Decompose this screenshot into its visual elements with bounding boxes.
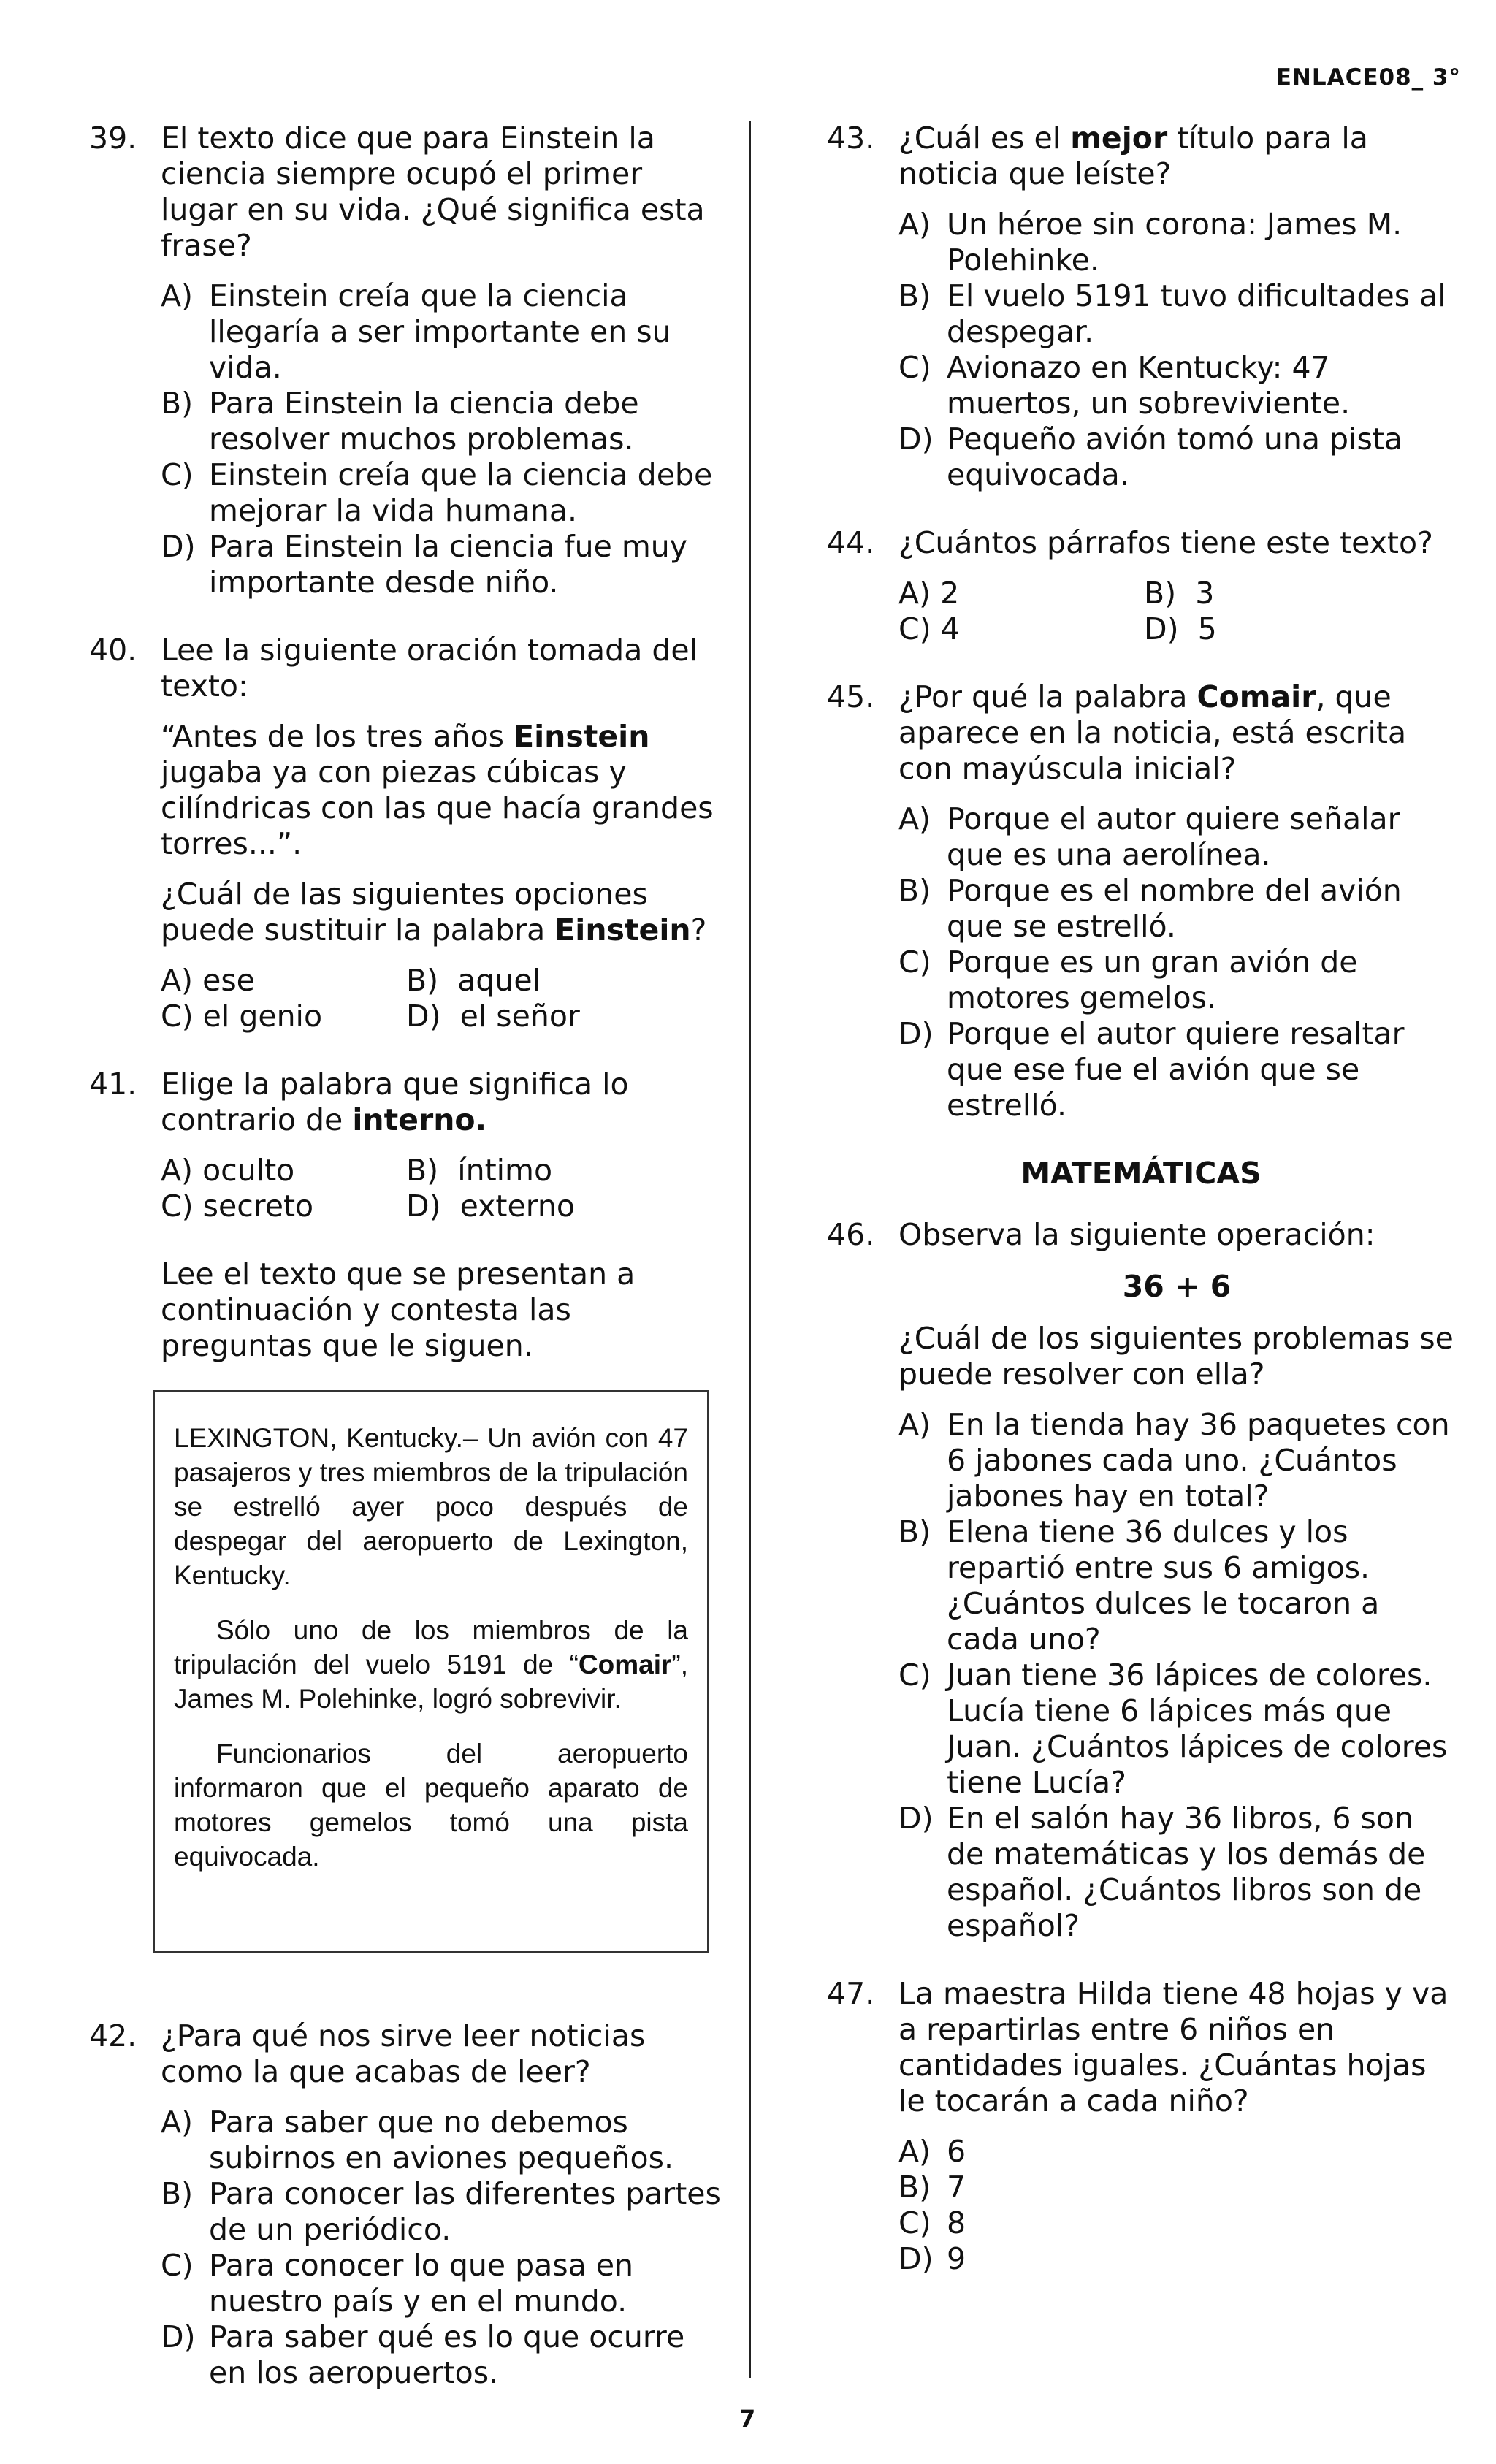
option-d[interactable]: D) Para saber qué es lo que ocurre en los aeropuertos. <box>161 2319 685 2390</box>
math-operation: 36 + 6 <box>1122 1269 1232 1304</box>
question-prompt: ¿Cuál de las siguientes opciones puede sustituir la palabra Einstein? <box>161 877 707 947</box>
left-column <box>89 121 725 2423</box>
option-text: Einstein creía que la ciencia debe mejorar la vida humana. <box>209 457 713 528</box>
quoted-sentence: “Antes de los tres años Einstein jugaba ya con piezas cúbicas y cilíndricas con las que hacía grandes torres...”. <box>161 719 714 861</box>
option-a[interactable] <box>161 278 725 386</box>
option-letter: C) <box>161 457 194 492</box>
option-d[interactable] <box>161 529 725 600</box>
option-letter: D) <box>161 529 196 564</box>
question-43 <box>827 121 1455 493</box>
options <box>161 1153 725 1224</box>
option-b[interactable]: B) 7 <box>898 2170 966 2205</box>
section-title: MATEMÁTICAS <box>1020 1156 1262 1191</box>
question-text: ¿Cuántos párrafos tiene este texto? <box>898 525 1433 560</box>
option-b[interactable]: B) El vuelo 5191 tuvo dificultades al despegar. <box>898 278 1446 349</box>
option-b[interactable]: B) íntimo <box>406 1153 553 1188</box>
option-letter: B) <box>161 386 194 421</box>
news-paragraph-3: Funcionarios del aeropuerto informaron que el pequeño aparato de motores gemelos tomó una pista equivocada. <box>174 1739 688 1872</box>
question-42 <box>89 2018 725 2391</box>
page-header: ENLACE08_ 3° <box>1275 64 1461 91</box>
option-text: Para Einstein la ciencia debe resolver muchos problemas. <box>209 386 639 457</box>
option-b[interactable]: B) Para conocer las diferentes partes de un periódico. <box>161 2176 721 2247</box>
question-number: 41. <box>89 1067 137 1102</box>
options <box>898 207 1455 493</box>
question-number: 47. <box>827 1976 875 2011</box>
option-c[interactable]: C) 4 <box>898 611 960 646</box>
option-a[interactable]: A) En la tienda hay 36 paquetes con 6 jabones cada uno. ¿Cuántos jabones hay en total? <box>898 1407 1450 1514</box>
news-article-box <box>153 1390 709 1953</box>
question-number: 42. <box>89 2018 137 2053</box>
right-column <box>827 121 1455 2309</box>
option-d[interactable]: D) Pequeño avión tomó una pista equivocada. <box>898 422 1403 492</box>
option-b[interactable]: B) Elena tiene 36 dulces y los repartió entre sus 6 amigos. ¿Cuántos dulces le tocaron a cada uno? <box>898 1514 1380 1657</box>
question-39 <box>89 121 725 600</box>
question-text: El texto dice que para Einstein la ciencia siempre ocupó el primer lugar en su vida. ¿Qué significa esta frase? <box>161 121 705 263</box>
question-46 <box>827 1217 1455 1944</box>
option-a[interactable]: A) oculto <box>161 1153 295 1188</box>
news-paragraph-2: Sólo uno de los miembros de la tripulación del vuelo 5191 de “Comair”, James M. Polehinke, logró sobrevivir. <box>174 1615 688 1714</box>
question-text: Lee la siguiente oración tomada del texto: <box>161 633 698 703</box>
option-b[interactable]: B) 3 <box>1144 576 1215 611</box>
option-c[interactable] <box>161 457 725 529</box>
question-text: ¿Para qué nos sirve leer noticias como la que acabas de leer? <box>161 2018 646 2089</box>
option-c[interactable]: C) Porque es un gran avión de motores gemelos. <box>898 945 1358 1015</box>
option-letter: A) <box>161 278 194 313</box>
question-number: 43. <box>827 121 875 156</box>
column-divider <box>749 121 751 2378</box>
question-44 <box>827 525 1455 647</box>
page-number: 7 <box>739 2405 756 2433</box>
option-a[interactable]: A) Para saber que no debemos subirnos en aviones pequeños. <box>161 2105 674 2175</box>
options <box>898 2134 1455 2277</box>
option-c[interactable]: C) secreto <box>161 1189 314 1224</box>
options <box>161 963 725 1034</box>
question-number: 40. <box>89 633 137 668</box>
option-c[interactable]: C) Avionazo en Kentucky: 47 muertos, un sobreviviente. <box>898 350 1351 421</box>
question-number: 44. <box>827 525 875 560</box>
options <box>898 576 1455 647</box>
option-c[interactable]: C) Juan tiene 36 lápices de colores. Lucía tiene 6 lápices más que Juan. ¿Cuántos lápices de colores tiene Lucía? <box>898 1658 1448 1800</box>
option-a[interactable]: A) 2 <box>898 576 960 611</box>
options <box>161 278 725 600</box>
option-d[interactable]: D) Porque el autor quiere resaltar que ese fue el avión que se estrelló. <box>898 1016 1405 1123</box>
option-text: Para Einstein la ciencia fue muy importante desde niño. <box>209 529 688 600</box>
option-c[interactable]: C) Para conocer lo que pasa en nuestro país y en el mundo. <box>161 2248 634 2319</box>
option-d[interactable]: D) el señor <box>406 999 580 1034</box>
question-text: Observa la siguiente operación: <box>898 1217 1375 1252</box>
question-number: 46. <box>827 1217 875 1252</box>
question-47 <box>827 1976 1455 2277</box>
option-d[interactable]: D) 9 <box>898 2241 966 2276</box>
question-prompt: ¿Cuál de los siguientes problemas se puede resolver con ella? <box>898 1321 1454 1392</box>
option-text: Einstein creía que la ciencia llegaría a ser importante en su vida. <box>209 278 671 385</box>
question-text: Elige la palabra que significa lo contrario de interno. <box>161 1067 629 1137</box>
option-b[interactable]: B) aquel <box>406 963 541 998</box>
option-c[interactable]: C) el genio <box>161 999 323 1034</box>
options <box>161 2105 725 2391</box>
question-45 <box>827 679 1455 1124</box>
option-a[interactable]: A) 6 <box>898 2134 966 2169</box>
option-c[interactable]: C) 8 <box>898 2205 966 2240</box>
question-text: ¿Por qué la palabra Comair, que aparece en la noticia, está escrita con mayúscula inicial? <box>898 679 1407 786</box>
question-number: 39. <box>89 121 137 156</box>
question-40 <box>89 633 725 1034</box>
option-a[interactable]: A) Porque el autor quiere señalar que es una aerolínea. <box>898 801 1400 872</box>
option-b[interactable]: B) Porque es el nombre del avión que se estrelló. <box>898 873 1402 944</box>
reading-intro: Lee el texto que se presentan a continuación y contesta las preguntas que le siguen. <box>161 1256 636 1363</box>
news-paragraph-1: LEXINGTON, Kentucky.– Un avión con 47 pasajeros y tres miembros de la tripulación se estrelló ayer poco después de despegar del aeropuerto de Lexington, Kentucky. <box>174 1423 688 1590</box>
question-number: 45. <box>827 679 875 714</box>
question-text: ¿Cuál es el mejor título para la noticia que leíste? <box>898 121 1368 191</box>
question-41 <box>89 1067 725 1224</box>
option-b[interactable] <box>161 386 725 457</box>
question-text: La maestra Hilda tiene 48 hojas y va a repartirlas entre 6 niños en cantidades iguales. ¿Cuántas hojas le tocarán a cada niño? <box>898 1976 1449 2118</box>
option-d[interactable]: D) En el salón hay 36 libros, 6 son de matemáticas y los demás de español. ¿Cuántos libros son de español? <box>898 1801 1426 1943</box>
option-a[interactable]: A) ese <box>161 963 255 998</box>
options <box>898 801 1455 1124</box>
option-d[interactable]: D) externo <box>406 1189 575 1224</box>
options <box>898 1407 1455 1944</box>
option-d[interactable]: D) 5 <box>1144 611 1217 646</box>
option-a[interactable]: A) Un héroe sin corona: James M. Polehinke. <box>898 207 1402 278</box>
